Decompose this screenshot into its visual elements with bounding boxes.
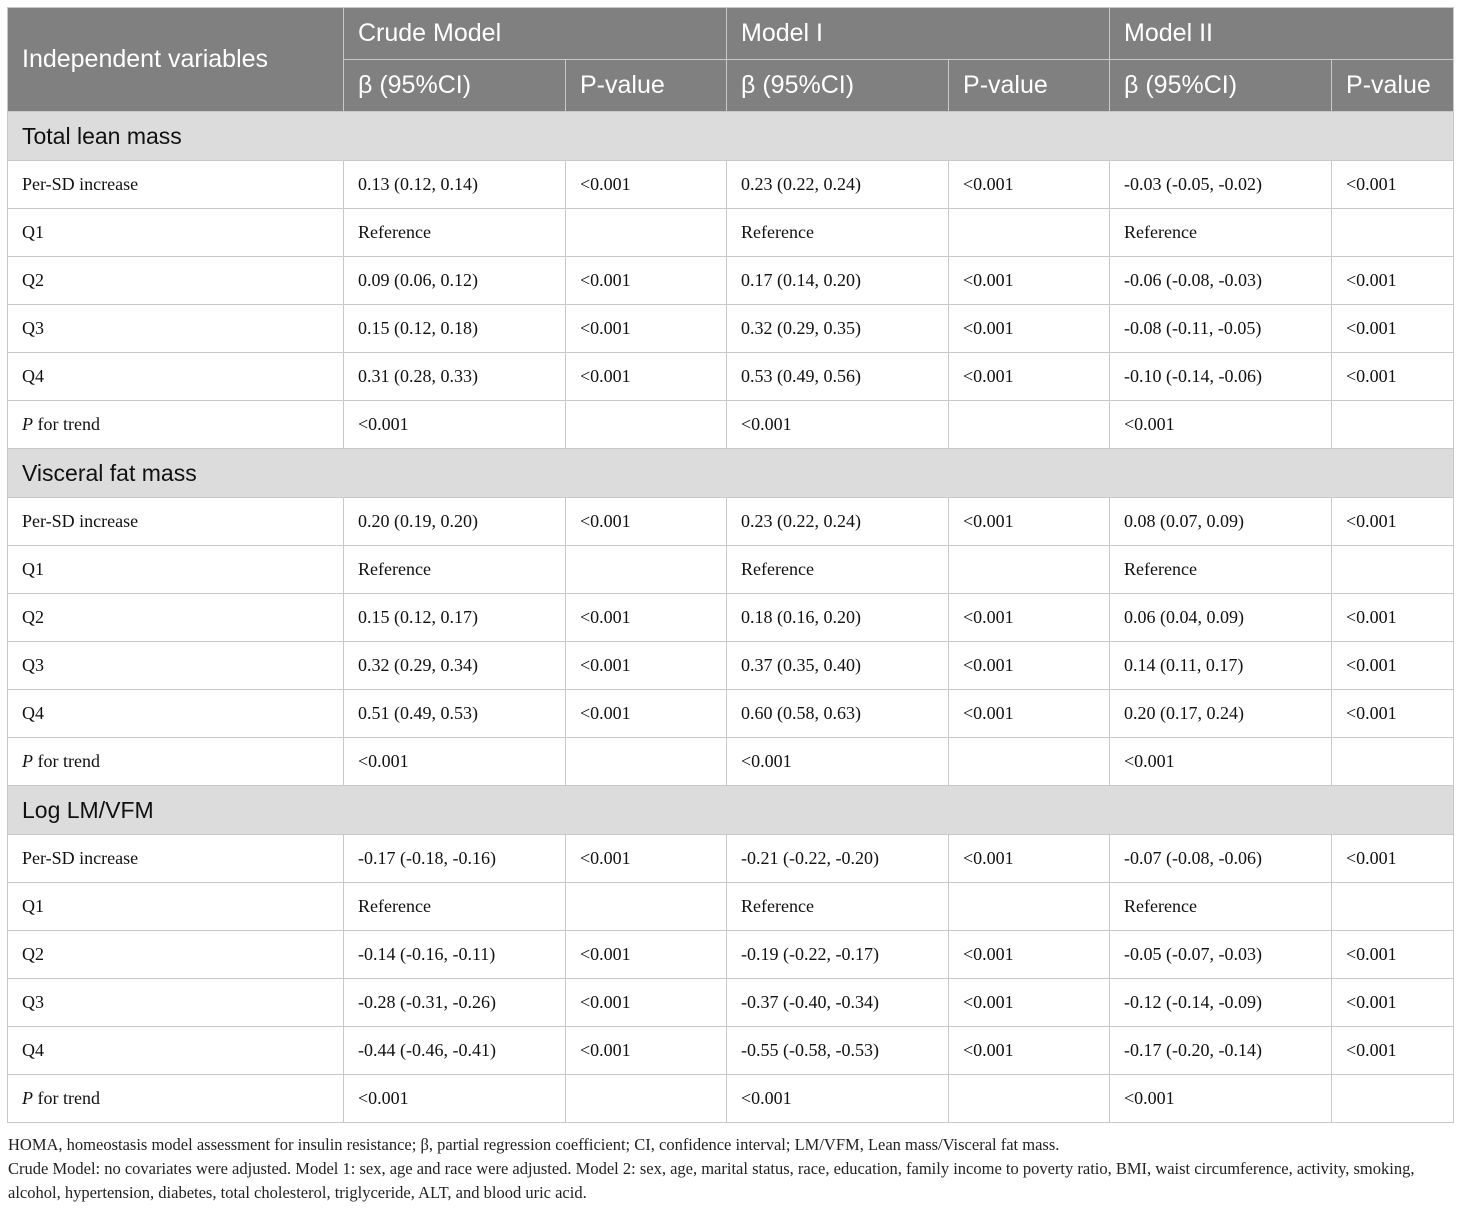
p-value-cell: <0.001 [1332, 353, 1454, 401]
p-value-cell [1332, 883, 1454, 931]
row-label-text: Q4 [22, 366, 44, 386]
beta-ci-cell: -0.07 (-0.08, -0.06) [1110, 835, 1332, 883]
p-value-cell: <0.001 [949, 498, 1110, 546]
p-value-cell [566, 209, 727, 257]
row-label-text: Q1 [22, 896, 44, 916]
p-value-cell [949, 738, 1110, 786]
beta-ci-cell: -0.06 (-0.08, -0.03) [1110, 257, 1332, 305]
row-label [8, 546, 344, 594]
beta-ci-cell: 0.20 (0.17, 0.24) [1110, 690, 1332, 738]
row-label [8, 161, 344, 209]
p-value-cell [949, 546, 1110, 594]
p-value-cell: <0.001 [949, 161, 1110, 209]
p-value-cell: <0.001 [566, 594, 727, 642]
beta-ci-cell: <0.001 [1110, 401, 1332, 449]
beta-ci-cell: 0.60 (0.58, 0.63) [727, 690, 949, 738]
beta-ci-cell: -0.19 (-0.22, -0.17) [727, 931, 949, 979]
row-label-text: Q2 [22, 270, 44, 290]
header-model-i: Model I [727, 8, 1110, 60]
table-body [8, 112, 1454, 1123]
beta-ci-cell: Reference [1110, 883, 1332, 931]
header-pvalue-crude: P-value [566, 60, 727, 112]
row-label [8, 305, 344, 353]
beta-ci-cell: 0.51 (0.49, 0.53) [344, 690, 566, 738]
p-value-cell [949, 209, 1110, 257]
row-label [8, 931, 344, 979]
p-value-cell: <0.001 [1332, 835, 1454, 883]
row-label-text: Q1 [22, 222, 44, 242]
beta-ci-cell: 0.37 (0.35, 0.40) [727, 642, 949, 690]
table-header [8, 8, 1454, 112]
p-value-cell [1332, 546, 1454, 594]
p-value-cell: <0.001 [949, 979, 1110, 1027]
p-value-cell: <0.001 [1332, 161, 1454, 209]
beta-ci-cell: 0.20 (0.19, 0.20) [344, 498, 566, 546]
row-label-text: for trend [33, 1088, 100, 1108]
header-beta-crude: β (95%CI) [344, 60, 566, 112]
header-pvalue-model-i: P-value [949, 60, 1110, 112]
p-value-cell [566, 401, 727, 449]
p-value-cell [1332, 1075, 1454, 1123]
beta-ci-cell: 0.09 (0.06, 0.12) [344, 257, 566, 305]
row-label [8, 209, 344, 257]
beta-ci-cell: -0.03 (-0.05, -0.02) [1110, 161, 1332, 209]
beta-ci-cell: -0.12 (-0.14, -0.09) [1110, 979, 1332, 1027]
p-value-cell [566, 738, 727, 786]
beta-ci-cell: -0.05 (-0.07, -0.03) [1110, 931, 1332, 979]
section-title: Visceral fat mass [8, 449, 1454, 498]
table-row [8, 1027, 1454, 1075]
beta-ci-cell: -0.44 (-0.46, -0.41) [344, 1027, 566, 1075]
p-value-cell [566, 1075, 727, 1123]
row-label [8, 401, 344, 449]
beta-ci-cell: <0.001 [344, 738, 566, 786]
beta-ci-cell: Reference [727, 209, 949, 257]
p-value-cell: <0.001 [566, 1027, 727, 1075]
p-value-cell: <0.001 [1332, 305, 1454, 353]
beta-ci-cell: 0.15 (0.12, 0.18) [344, 305, 566, 353]
beta-ci-cell: <0.001 [727, 1075, 949, 1123]
table-row [8, 498, 1454, 546]
p-value-cell: <0.001 [1332, 931, 1454, 979]
beta-ci-cell: 0.06 (0.04, 0.09) [1110, 594, 1332, 642]
p-value-cell [1332, 738, 1454, 786]
table-row [8, 257, 1454, 305]
row-label [8, 883, 344, 931]
beta-ci-cell: 0.53 (0.49, 0.56) [727, 353, 949, 401]
p-value-cell: <0.001 [1332, 979, 1454, 1027]
table-footnotes [7, 1133, 1453, 1205]
row-label-text: Q1 [22, 559, 44, 579]
beta-ci-cell: 0.32 (0.29, 0.35) [727, 305, 949, 353]
table-row [8, 305, 1454, 353]
p-value-cell [566, 546, 727, 594]
row-label-text: Q3 [22, 992, 44, 1012]
p-value-cell: <0.001 [1332, 1027, 1454, 1075]
table-row [8, 209, 1454, 257]
row-label-text: Q2 [22, 944, 44, 964]
p-value-cell: <0.001 [1332, 690, 1454, 738]
beta-ci-cell: 0.23 (0.22, 0.24) [727, 161, 949, 209]
beta-ci-cell: Reference [344, 883, 566, 931]
beta-ci-cell: 0.17 (0.14, 0.20) [727, 257, 949, 305]
beta-ci-cell: 0.18 (0.16, 0.20) [727, 594, 949, 642]
beta-ci-cell: -0.37 (-0.40, -0.34) [727, 979, 949, 1027]
p-value-cell: <0.001 [566, 257, 727, 305]
beta-ci-cell: -0.55 (-0.58, -0.53) [727, 1027, 949, 1075]
results-table-container [7, 7, 1453, 1205]
table-row [8, 546, 1454, 594]
beta-ci-cell: <0.001 [727, 738, 949, 786]
beta-ci-cell: -0.10 (-0.14, -0.06) [1110, 353, 1332, 401]
p-value-cell: <0.001 [949, 835, 1110, 883]
p-value-cell: <0.001 [949, 594, 1110, 642]
table-row [8, 353, 1454, 401]
table-row [8, 1075, 1454, 1123]
section-row [8, 449, 1454, 498]
beta-ci-cell: Reference [727, 546, 949, 594]
row-label-text: Q3 [22, 318, 44, 338]
row-label [8, 979, 344, 1027]
row-label [8, 835, 344, 883]
p-value-cell: <0.001 [566, 979, 727, 1027]
row-label [8, 690, 344, 738]
beta-ci-cell: 0.32 (0.29, 0.34) [344, 642, 566, 690]
p-value-cell: <0.001 [949, 642, 1110, 690]
p-value-cell: <0.001 [566, 835, 727, 883]
beta-ci-cell: 0.14 (0.11, 0.17) [1110, 642, 1332, 690]
beta-ci-cell: 0.31 (0.28, 0.33) [344, 353, 566, 401]
beta-ci-cell: <0.001 [344, 401, 566, 449]
beta-ci-cell: <0.001 [727, 401, 949, 449]
row-label-text: Q3 [22, 655, 44, 675]
table-row [8, 931, 1454, 979]
row-label-text: Per-SD increase [22, 174, 139, 194]
beta-ci-cell: -0.08 (-0.11, -0.05) [1110, 305, 1332, 353]
beta-ci-cell: 0.08 (0.07, 0.09) [1110, 498, 1332, 546]
row-label-text: Per-SD increase [22, 511, 139, 531]
row-label-text: for trend [33, 751, 100, 771]
section-title: Total lean mass [8, 112, 1454, 161]
beta-ci-cell: -0.21 (-0.22, -0.20) [727, 835, 949, 883]
p-value-cell [949, 1075, 1110, 1123]
p-value-cell: <0.001 [949, 353, 1110, 401]
row-label-italic-prefix: P [22, 751, 33, 771]
header-independent-variables: Independent variables [8, 8, 344, 112]
p-value-cell: <0.001 [566, 931, 727, 979]
section-row [8, 786, 1454, 835]
row-label [8, 257, 344, 305]
p-value-cell: <0.001 [1332, 498, 1454, 546]
table-row [8, 690, 1454, 738]
p-value-cell: <0.001 [566, 161, 727, 209]
beta-ci-cell: Reference [727, 883, 949, 931]
row-label [8, 594, 344, 642]
row-label-text: Q4 [22, 703, 44, 723]
section-title: Log LM/VFM [8, 786, 1454, 835]
row-label-italic-prefix: P [22, 414, 33, 434]
row-label [8, 1075, 344, 1123]
p-value-cell: <0.001 [949, 305, 1110, 353]
table-row [8, 835, 1454, 883]
row-label [8, 1027, 344, 1075]
p-value-cell: <0.001 [949, 931, 1110, 979]
beta-ci-cell: 0.15 (0.12, 0.17) [344, 594, 566, 642]
table-row [8, 642, 1454, 690]
row-label [8, 738, 344, 786]
table-row [8, 401, 1454, 449]
row-label [8, 353, 344, 401]
p-value-cell: <0.001 [1332, 257, 1454, 305]
p-value-cell: <0.001 [1332, 594, 1454, 642]
beta-ci-cell: Reference [344, 209, 566, 257]
beta-ci-cell: -0.17 (-0.18, -0.16) [344, 835, 566, 883]
p-value-cell [949, 401, 1110, 449]
beta-ci-cell: <0.001 [1110, 738, 1332, 786]
table-row [8, 979, 1454, 1027]
regression-results-table [7, 7, 1454, 1123]
p-value-cell [949, 883, 1110, 931]
p-value-cell: <0.001 [566, 690, 727, 738]
footnote-abbreviations: HOMA, homeostasis model assessment for insulin resistance; β, partial regression coefficient; CI, confidence interval; LM/VFM, Lean mass/Visceral fat mass. [8, 1135, 1060, 1154]
header-beta-model-i: β (95%CI) [727, 60, 949, 112]
row-label-text: Q2 [22, 607, 44, 627]
beta-ci-cell: -0.17 (-0.20, -0.14) [1110, 1027, 1332, 1075]
header-pvalue-model-ii: P-value [1332, 60, 1454, 112]
p-value-cell: <0.001 [949, 690, 1110, 738]
header-beta-model-ii: β (95%CI) [1110, 60, 1332, 112]
p-value-cell: <0.001 [566, 305, 727, 353]
p-value-cell: <0.001 [566, 642, 727, 690]
beta-ci-cell: -0.28 (-0.31, -0.26) [344, 979, 566, 1027]
table-row [8, 594, 1454, 642]
row-label-text: Q4 [22, 1040, 44, 1060]
header-crude-model: Crude Model [344, 8, 727, 60]
table-row [8, 883, 1454, 931]
row-label-italic-prefix: P [22, 1088, 33, 1108]
p-value-cell: <0.001 [566, 498, 727, 546]
beta-ci-cell: <0.001 [1110, 1075, 1332, 1123]
p-value-cell: <0.001 [1332, 642, 1454, 690]
table-row [8, 161, 1454, 209]
p-value-cell: <0.001 [949, 257, 1110, 305]
p-value-cell: <0.001 [949, 1027, 1110, 1075]
beta-ci-cell: Reference [344, 546, 566, 594]
header-model-ii: Model II [1110, 8, 1454, 60]
beta-ci-cell: <0.001 [344, 1075, 566, 1123]
row-label [8, 498, 344, 546]
table-row [8, 738, 1454, 786]
beta-ci-cell: Reference [1110, 209, 1332, 257]
row-label-text: Per-SD increase [22, 848, 139, 868]
p-value-cell: <0.001 [566, 353, 727, 401]
beta-ci-cell: Reference [1110, 546, 1332, 594]
row-label [8, 642, 344, 690]
beta-ci-cell: 0.23 (0.22, 0.24) [727, 498, 949, 546]
beta-ci-cell: 0.13 (0.12, 0.14) [344, 161, 566, 209]
section-row [8, 112, 1454, 161]
p-value-cell [1332, 209, 1454, 257]
footnote-models: Crude Model: no covariates were adjusted. Model 1: sex, age and race were adjusted. Model 2: sex, age, marital status, race, education, family income to poverty ratio, BMI, waist circumference, activity, smoking, alcohol, hypertension, diabetes, total cholesterol, triglyceride, ALT, and blood uric acid. [8, 1159, 1415, 1202]
beta-ci-cell: -0.14 (-0.16, -0.11) [344, 931, 566, 979]
p-value-cell [566, 883, 727, 931]
p-value-cell [1332, 401, 1454, 449]
row-label-text: for trend [33, 414, 100, 434]
